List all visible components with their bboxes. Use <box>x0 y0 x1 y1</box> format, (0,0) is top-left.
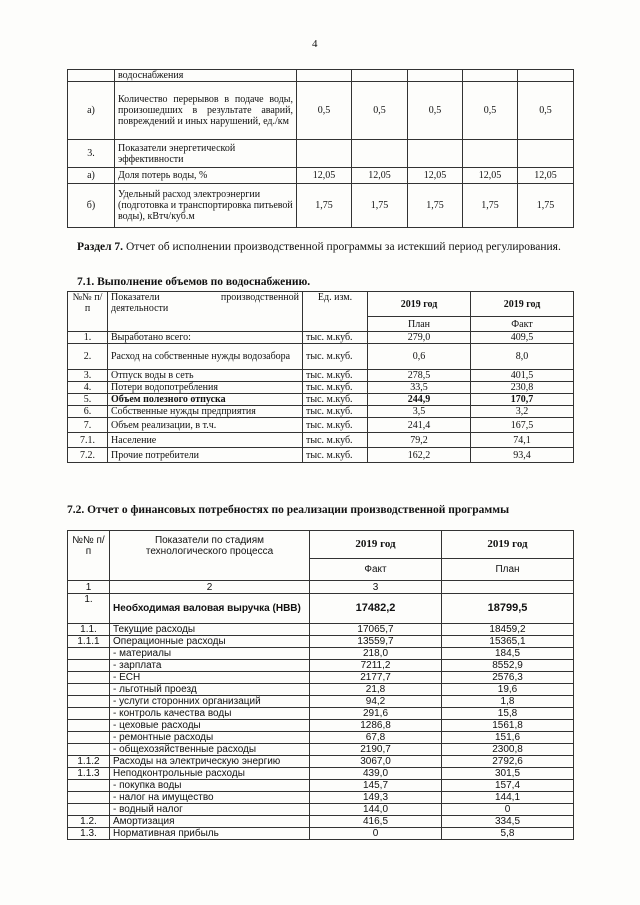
table-row: 1.2. Амортизация 416,5 334,5 <box>68 816 574 828</box>
table-row: 1. Выработано всего: тыс. м.куб. 279,0 409,5 <box>68 332 574 344</box>
table-row: 4. Потери водопотребления тыс. м.куб. 33,5 230,8 <box>68 382 574 394</box>
table-row: 7.2. Прочие потребители тыс. м.куб. 162,2 93,4 <box>68 448 574 463</box>
table-row: - покупка воды 145,7 157,4 <box>68 780 574 792</box>
table-row: 1. Необходимая валовая выручка (НВВ) 17482,2 18799,5 <box>68 594 574 624</box>
finance-table: №№ п/п Показатели по стадиям технологического процесса 2019 год 2019 год Факт План 1 2 3 1. Необходимая валовая выручка (НВВ) 17482,2 18799,5 1.1. Текущие расходы 17065,7 18459,2 1.1.1 Операционные расходы 13559,7 15365,1 - материалы 218,0 184,5 - зарплата 7211,2 8552,9 - ЕСН 2177,7 2576,3 - льготный проезд 21,8 19,6 - услуги сторонних организаций 94,2 1,8 - контроль качества воды 291,6 15,8 - цеховые расходы 1286,8 1561,8 - ремонтные расходы 67,8 151,6 - общехозяйственные расходы 2190,7 2300,8 1.1.2 Расходы на электрическую энергию 3067,0 2792,6 1.1.3 Неподконтрольные расходы 439,0 301,5 - покупка воды 145,7 157,4 - налог на имущество 149,3 144,1 - водный налог 144,0 0 1.2. Амортизация 416,5 334,5 1.3. Нормативная прибыль 0 5,8 <box>67 530 574 840</box>
table-row: - общехозяйственные расходы 2190,7 2300,8 <box>68 744 574 756</box>
table-row: - цеховые расходы 1286,8 1561,8 <box>68 720 574 732</box>
indicators-table <box>67 69 574 228</box>
table-row: а) Доля потерь воды, % 12,05 12,05 12,05 12,05 12,05 <box>68 168 574 184</box>
table-row: - контроль качества воды 291,6 15,8 <box>68 708 574 720</box>
table-row: - ЕСН 2177,7 2576,3 <box>68 672 574 684</box>
table-row: - ремонтные расходы 67,8 151,6 <box>68 732 574 744</box>
table-row: - зарплата 7211,2 8552,9 <box>68 660 574 672</box>
table-row: 1.1.1 Операционные расходы 13559,7 15365,1 <box>68 636 574 648</box>
table-row: - водный налог 144,0 0 <box>68 804 574 816</box>
table-row: 6. Собственные нужды предприятия тыс. м.куб. 3,5 3,2 <box>68 406 574 418</box>
table-row: 7.1. Население тыс. м.куб. 79,2 74,1 <box>68 433 574 448</box>
table-row: 3. Показатели энергетической эффективности <box>68 140 574 168</box>
volumes-table: №№ п/п Показатели производственной деятельности Ед. изм. 2019 год 2019 год План Факт 1. Выработано всего: тыс. м.куб. 279,0 409,5 2. Расход на собственные нужды водозабора тыс. м.куб. 0,6 8,0 3. Отпуск воды в сеть тыс. м.куб. 278,5 401,5 4. Потери водопотребления тыс. м.куб. 33,5 230,8 5. Объем полезного отпуска тыс. м.куб. 244,9 170,7 6. Собственные нужды предприятия тыс. м.куб. 3,5 3,2 7. Объем реализации, в т.ч. тыс. м.куб. 241,4 167,5 7.1. Население тыс. м.куб. 79,2 74,1 7.2. Прочие потребители тыс. м.куб. 162,2 93,4 <box>67 291 574 463</box>
table-row: - льготный проезд 21,8 19,6 <box>68 684 574 696</box>
table-row: а) Количество перерывов в подаче воды, произошедших в результате аварий, повреждений и иных нарушений, ед./км 0,5 0,5 0,5 0,5 0,5 <box>68 82 574 140</box>
table-row: 1.3. Нормативная прибыль 0 5,8 <box>68 828 574 840</box>
table-row: 5. Объем полезного отпуска тыс. м.куб. 244,9 170,7 <box>68 394 574 406</box>
table-row: - услуги сторонних организаций 94,2 1,8 <box>68 696 574 708</box>
section-7-heading: Раздел 7. Отчет об исполнении производственной программы за истекший период регулирования. <box>77 241 561 253</box>
table-row: 7. Объем реализации, в т.ч. тыс. м.куб. 241,4 167,5 <box>68 418 574 433</box>
table-row: - налог на имущество 149,3 144,1 <box>68 792 574 804</box>
table-row: 1.1.3 Неподконтрольные расходы 439,0 301,5 <box>68 768 574 780</box>
page-number: 4 <box>312 38 318 50</box>
table-row: - материалы 218,0 184,5 <box>68 648 574 660</box>
table-row: 1.1. Текущие расходы 17065,7 18459,2 <box>68 624 574 636</box>
table-row: 1.1.2 Расходы на электрическую энергию 3067,0 2792,6 <box>68 756 574 768</box>
table-row: 3. Отпуск воды в сеть тыс. м.куб. 278,5 401,5 <box>68 370 574 382</box>
table-row: водоснабжения <box>68 70 574 82</box>
table-row: б) Удельный расход электроэнергии (подготовка и транспортировка питьевой воды), кВтч/куб.м 1,75 1,75 1,75 1,75 1,75 <box>68 184 574 228</box>
section-7-2-title: 7.2. Отчет о финансовых потребностях по реализации производственной программы <box>67 504 510 516</box>
section-7-1-title: 7.1. Выполнение объемов по водоснабжению. <box>77 276 311 288</box>
table-row: 2. Расход на собственные нужды водозабора тыс. м.куб. 0,6 8,0 <box>68 344 574 370</box>
